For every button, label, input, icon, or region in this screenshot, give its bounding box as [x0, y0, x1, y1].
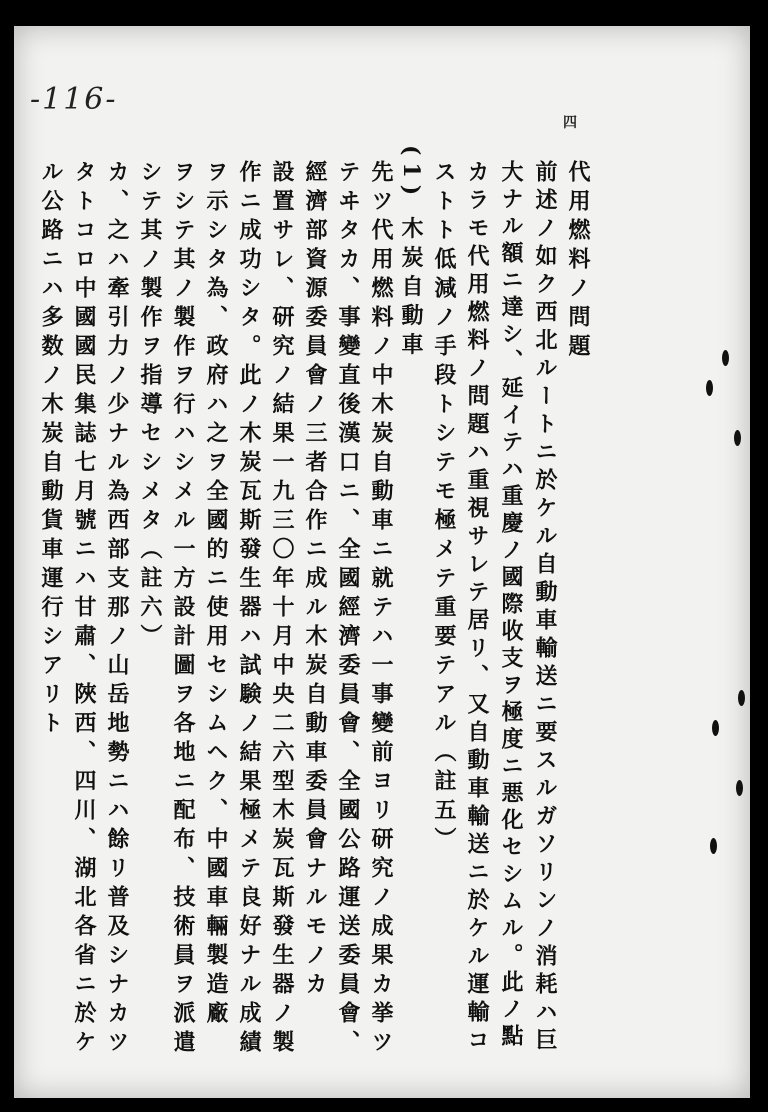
- binding-hole-mark: [734, 430, 741, 446]
- binding-hole-mark: [710, 838, 717, 854]
- text-column-15: カ、之ハ牽引力ノ少ナル為西部支那ノ山岳地勢ニハ餘リ普及シナカツ: [104, 160, 130, 1059]
- text-column-11: 作ニ成功シタ。此ノ木炭瓦斯發生器ハ試験ノ結果極メテ良好ナル成績: [236, 160, 262, 1059]
- text-column-13: ヲシテ其ノ製作ヲ行ハシメル一方設計圖ヲ各地ニ配布、技術員ヲ派遣: [170, 160, 196, 1059]
- text-column-2: 前述ノ如ク西北ルートニ於ケル自動車輸送ニ要スルガソリンノ消耗ハ巨: [532, 160, 558, 1056]
- binding-hole-mark: [736, 780, 743, 796]
- text-column-14: シテ其ノ製作ヲ指導セシメタ（註六）: [137, 160, 163, 653]
- binding-hole-mark: [706, 380, 713, 396]
- binding-hole-mark: [712, 720, 719, 736]
- text-column-10: 設置サレ、研究ノ結果一九三〇年十月中央二六型木炭瓦斯發生器ノ製: [269, 160, 295, 1059]
- text-column-1: 代用燃料ノ問題: [565, 160, 591, 363]
- text-column-7: 先ツ代用燃料ノ中木炭自動車ニ就テハ一事變前ヨリ研究ノ成果カ挙ツ: [368, 160, 394, 1059]
- page-number: -116-: [30, 82, 118, 117]
- heading-charcoal-vehicle: (1) 木炭自動車: [398, 145, 424, 362]
- section-number: 四: [563, 115, 577, 131]
- text-column-4: カラモ代用燃料ノ問題ハ重視サレテ居リ、又自動車輸送ニ於ケル運輸コ: [464, 160, 490, 1056]
- text-column-12: ヲ示シタ為、政府ハ之ヲ全國的ニ使用セシムヘク、中國車輛製造廠: [203, 160, 229, 1030]
- text-column-17: ル公路ニハ多数ノ木炭自動貨車運行シアリト: [38, 160, 64, 740]
- text-column-3: 大ナル額ニ達シ、延イテハ重慶ノ國際收支ヲ極度ニ悪化セシムル。此ノ點: [498, 160, 524, 1051]
- binding-hole-mark: [722, 350, 729, 366]
- binding-hole-mark: [738, 690, 745, 706]
- text-column-8: テヰタカ、事變直後漢口ニ、全國經濟委員會、全國公路運送委員會、: [335, 160, 361, 1059]
- text-column-16: タトコロ中國國民集誌七月號ニハ甘肅、陜西、四川、湖北各省ニ於ケ: [71, 160, 97, 1059]
- text-column-5: ストト低減ノ手段トシテモ極メテ重要テアル（註五）: [431, 160, 457, 856]
- text-column-9: 經濟部資源委員會ノ三者合作ニ成ル木炭自動車委員會ナルモノカ: [302, 160, 328, 1001]
